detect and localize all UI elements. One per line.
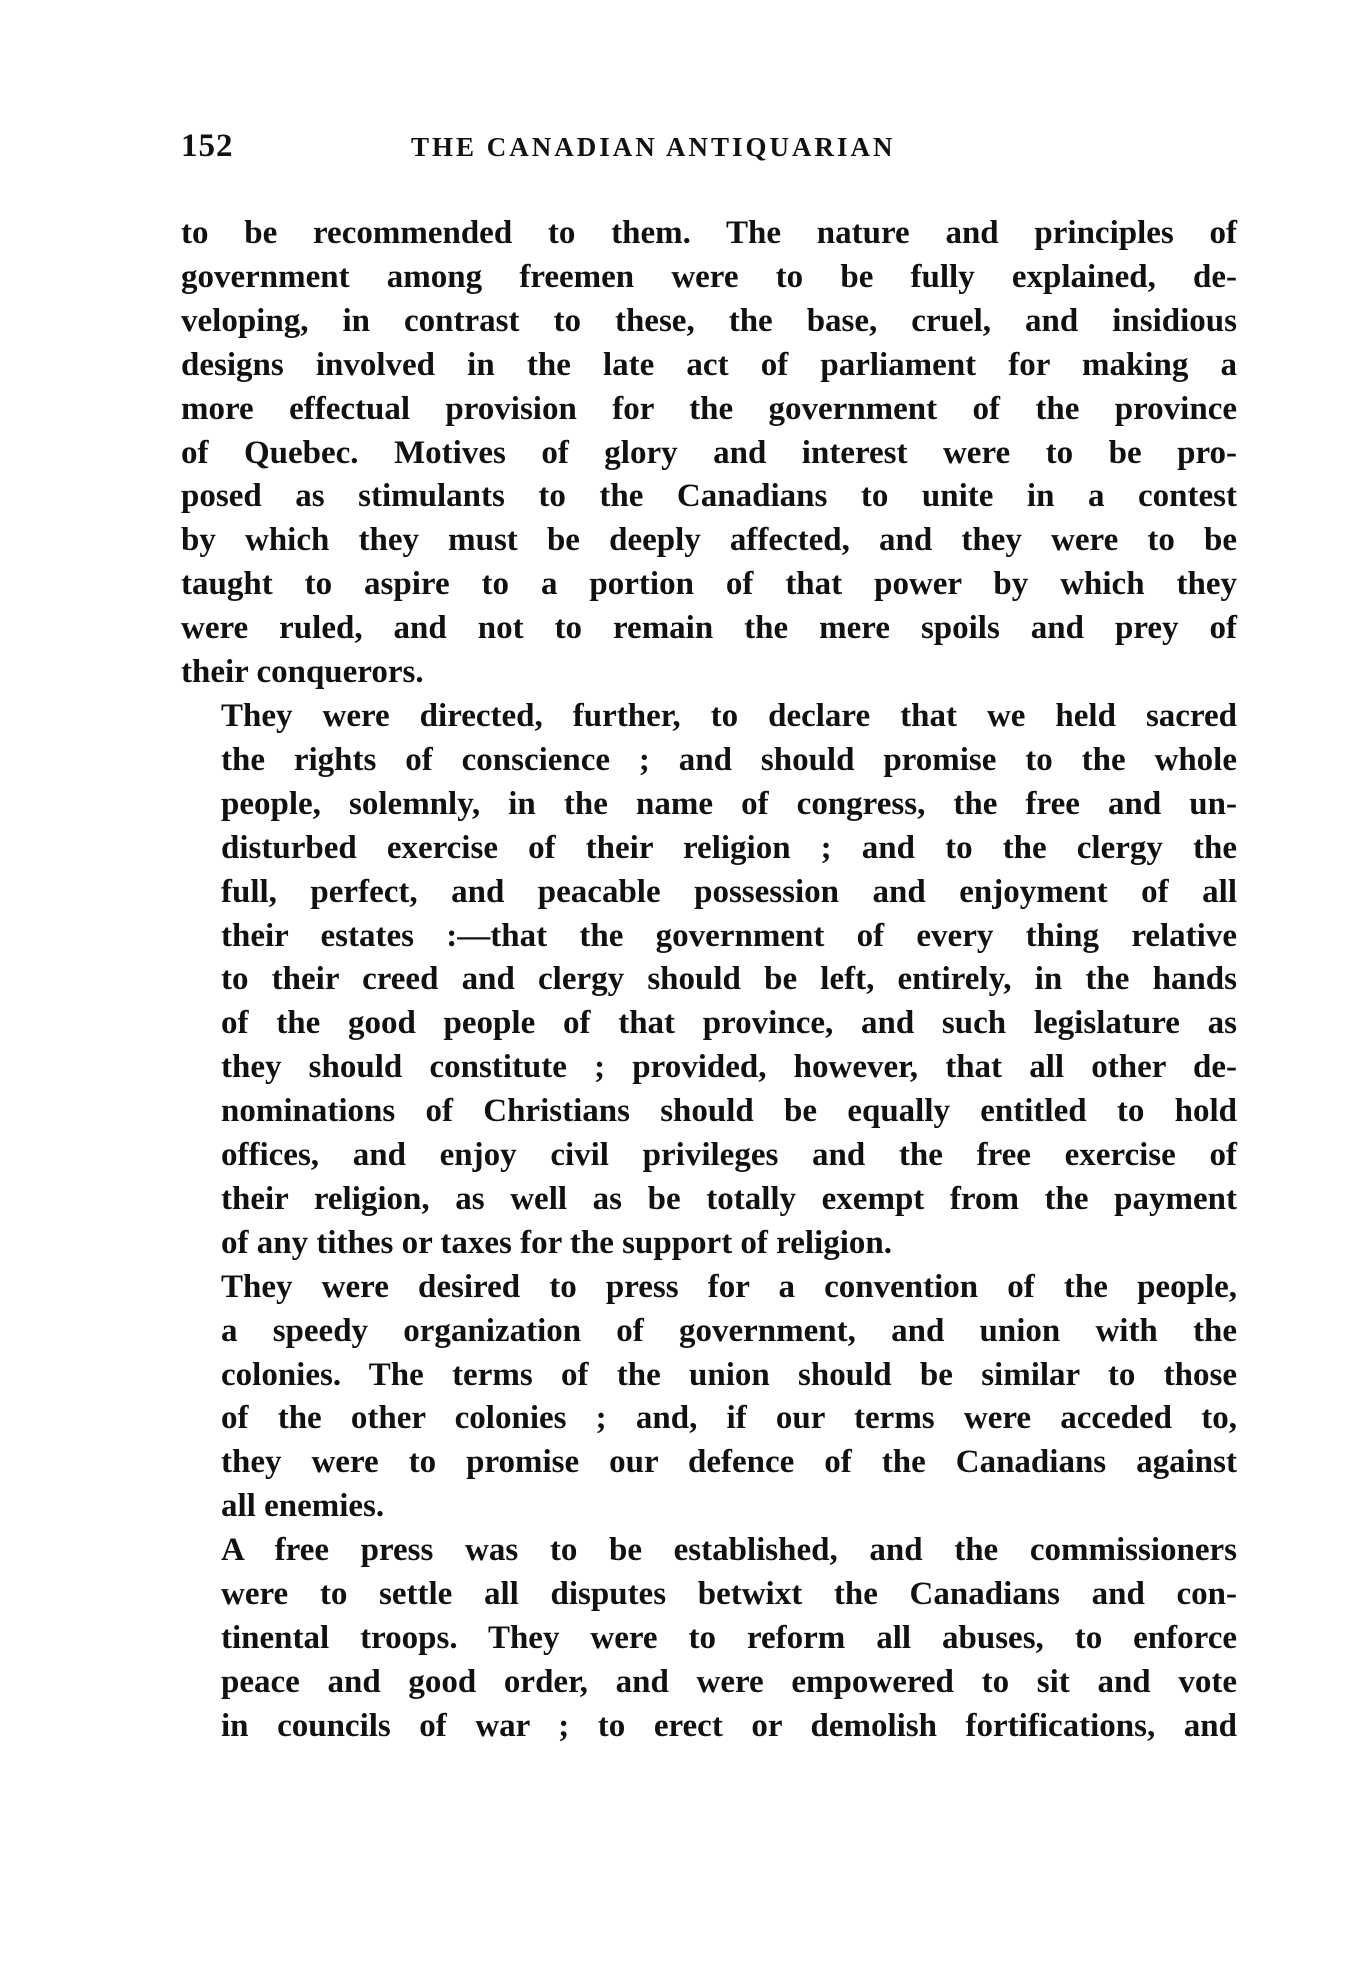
text-line: a speedy organization of government, and union with the bbox=[221, 1312, 1237, 1349]
text-line: they should constitute ; provided, however, that all other de- bbox=[221, 1049, 1237, 1086]
text-line: their estates :—that the government of every thing relative bbox=[221, 917, 1237, 954]
text-line: full, perfect, and peacable possession and enjoyment of all bbox=[221, 873, 1237, 910]
page-number: 152 bbox=[181, 128, 234, 164]
text-line: in councils of war ; to erect or demolish fortifications, and bbox=[221, 1707, 1237, 1744]
page-header bbox=[181, 128, 1237, 168]
text-line: government among freemen were to be fully explained, de- bbox=[181, 258, 1237, 295]
paragraph bbox=[181, 212, 1237, 695]
text-line: people, solemnly, in the name of congress, the free and un- bbox=[221, 785, 1237, 822]
text-line: designs involved in the late act of parliament for making a bbox=[181, 346, 1237, 383]
text-line: were ruled, and not to remain the mere spoils and prey of bbox=[181, 610, 1237, 647]
text-line: nominations of Christians should be equally entitled to hold bbox=[221, 1093, 1237, 1130]
text-line: colonies. The terms of the union should be similar to those bbox=[221, 1356, 1237, 1393]
text-line: all enemies. bbox=[221, 1488, 385, 1525]
paragraph bbox=[181, 695, 1237, 1266]
text-line: their conquerors. bbox=[181, 654, 424, 691]
text-line: were to settle all disputes betwixt the Canadians and con- bbox=[221, 1576, 1237, 1613]
text-line: They were directed, further, to declare that we held sacred bbox=[221, 697, 1237, 734]
text-line: disturbed exercise of their religion ; and to the clergy the bbox=[221, 829, 1237, 866]
text-line: tinental troops. They were to reform all abuses, to enforce bbox=[221, 1620, 1237, 1656]
text-line: peace and good order, and were empowered to sit and vote bbox=[221, 1663, 1237, 1700]
text-line: their religion, as well as be totally exempt from the payment bbox=[221, 1180, 1237, 1217]
text-line: taught to aspire to a portion of that power by which they bbox=[181, 566, 1237, 603]
text-line: of any tithes or taxes for the support of religion. bbox=[221, 1224, 892, 1261]
text-line: by which they must be deeply affected, and they were to be bbox=[181, 522, 1237, 559]
text-line: they were to promise our defence of the Canadians against bbox=[221, 1444, 1237, 1481]
paragraph bbox=[181, 1529, 1237, 1749]
text-line: offices, and enjoy civil privileges and the free exercise of bbox=[221, 1137, 1237, 1174]
book-page bbox=[181, 128, 1237, 1749]
text-line: to be recommended to them. The nature and principles of bbox=[181, 215, 1237, 251]
body-text bbox=[181, 212, 1237, 1749]
text-line: They were desired to press for a convention of the people, bbox=[221, 1268, 1237, 1305]
text-line: veloping, in contrast to these, the base, cruel, and insidious bbox=[181, 302, 1237, 339]
text-line: the rights of conscience ; and should promise to the whole bbox=[221, 741, 1237, 778]
text-line: of the good people of that province, and such legislature as bbox=[221, 1005, 1237, 1042]
text-line: of the other colonies ; and, if our terms were acceded to, bbox=[221, 1400, 1237, 1437]
text-line: of Quebec. Motives of glory and interest were to be pro- bbox=[181, 434, 1237, 471]
text-line: more effectual provision for the government of the province bbox=[181, 390, 1237, 427]
text-line: posed as stimulants to the Canadians to unite in a contest bbox=[181, 478, 1237, 515]
text-line: A free press was to be established, and the commissioners bbox=[221, 1532, 1237, 1569]
text-line: to their creed and clergy should be left, entirely, in the hands bbox=[221, 961, 1237, 998]
paragraph bbox=[181, 1266, 1237, 1529]
running-title: THE CANADIAN ANTIQUARIAN bbox=[411, 132, 896, 162]
